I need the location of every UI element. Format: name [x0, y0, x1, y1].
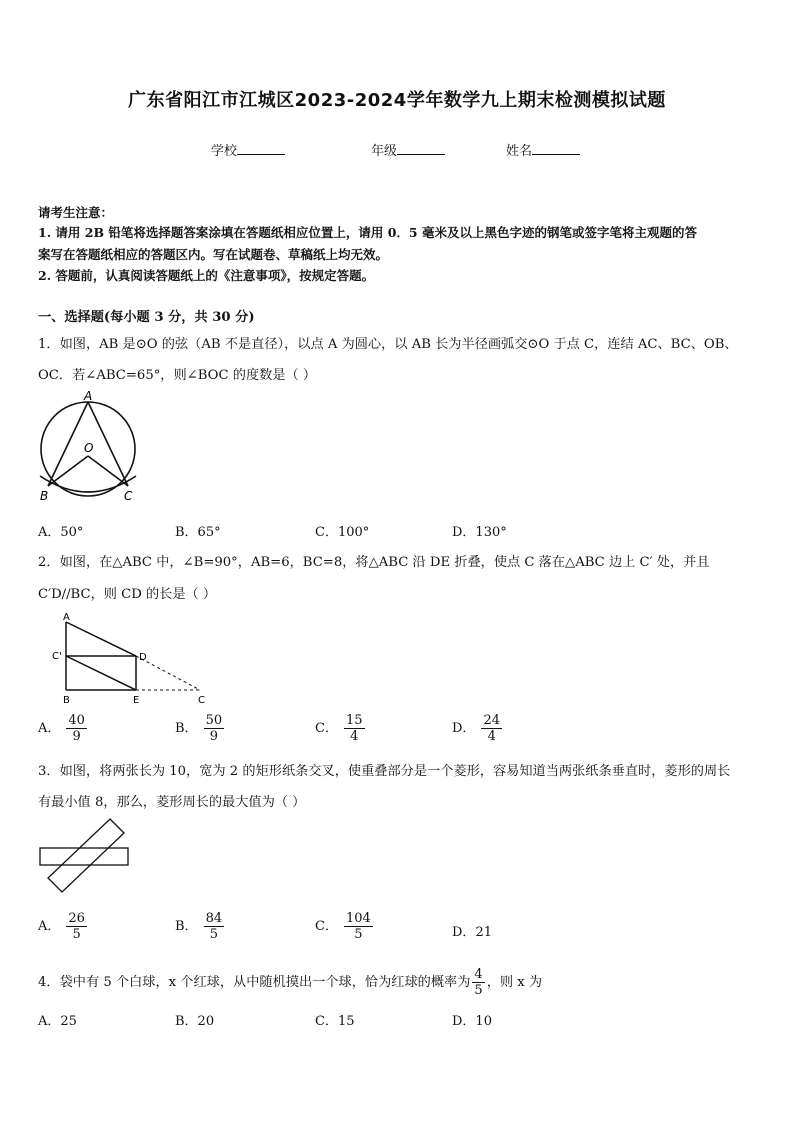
q4-option-a[interactable]: A．25: [38, 1014, 77, 1029]
numerator: 104: [345, 911, 371, 926]
numerator: 15: [345, 713, 363, 728]
notice-item2: 2. 答题前，认真阅读答题纸上的《注意事项》，按规定答题。: [38, 268, 375, 283]
segment-ac: [88, 402, 128, 486]
name-field: [506, 140, 580, 159]
horizontal-strip: [40, 848, 128, 865]
q2-option-d[interactable]: [452, 713, 502, 744]
q3-option-c-fraction: [344, 911, 373, 942]
numerator: 26: [68, 911, 85, 926]
grade-label: 年级: [371, 144, 398, 159]
q4-text-before: 4．袋中有 5 个白球，x 个红球，从中随机摸出一个球，恰为红球的概率为: [38, 975, 471, 990]
q2-option-b-label: B．: [175, 721, 198, 736]
school-field: [211, 140, 285, 159]
school-blank: [237, 142, 285, 155]
q2-option-d-label: D．: [452, 721, 476, 736]
q4-text-after: ，则 x 为: [486, 975, 543, 990]
notice-item1-line1: 1. 请用 2B 铅笔将选择题答案涂填在答题纸相应位置上，请用 0．5 毫米及以上黑色字迹的钢笔或签字笔将主观题的答: [38, 225, 697, 240]
numerator: 4: [474, 967, 483, 982]
denominator: 5: [474, 983, 483, 998]
label-c: C: [198, 695, 205, 706]
name-blank: [532, 142, 580, 155]
q4-option-b[interactable]: B．20: [175, 1014, 215, 1029]
label-b: B: [63, 695, 70, 706]
segment-ob: [48, 456, 88, 486]
label-a: A: [84, 390, 93, 403]
q2-option-b[interactable]: [175, 713, 224, 744]
q3-option-b[interactable]: [175, 911, 224, 942]
q3-option-b-label: B．: [175, 919, 198, 934]
label-d: D: [139, 652, 147, 663]
q2-option-d-fraction: [481, 713, 502, 744]
grade-blank: [397, 142, 445, 155]
q1-line2: OC．若∠ABC=65°，则∠BOC 的度数是（ ）: [38, 368, 317, 383]
numerator: 84: [205, 911, 223, 926]
q1-figure: [34, 390, 144, 508]
q2-option-c-fraction: [344, 713, 365, 744]
label-c: C: [124, 489, 133, 503]
label-a: A: [63, 612, 70, 623]
denominator: 4: [487, 729, 496, 744]
q1-option-a[interactable]: A．50°: [38, 525, 84, 540]
denominator: 5: [354, 927, 363, 942]
q3-option-d-label: D．: [452, 925, 476, 940]
grade-field: [371, 140, 445, 159]
q3-option-a[interactable]: [38, 911, 87, 942]
q2-line1: 2．如图，在△ABC 中，∠B=90°，AB=6，BC=8，将△ABC 沿 DE 折叠，使点 C 落在△ABC 边上 C′ 处，并且: [38, 555, 710, 570]
denominator: 5: [209, 927, 218, 942]
q1-option-b[interactable]: B．65°: [175, 525, 221, 540]
label-e: E: [133, 695, 140, 706]
q3-figure: [36, 815, 136, 897]
section-heading: 一、选择题(每小题 3 分，共 30 分): [38, 310, 255, 325]
q2-line2: C′D//BC，则 CD 的长是（ ）: [38, 587, 217, 602]
denominator: 4: [350, 729, 359, 744]
page-title: 广东省阳江市江城区2023-2024学年数学九上期末检测模拟试题: [128, 90, 666, 111]
q3-option-c[interactable]: [315, 911, 373, 942]
diagonal-strip: [48, 819, 124, 892]
q3-option-c-label: C．: [315, 919, 338, 934]
label-o: O: [84, 441, 94, 455]
q3-option-a-label: A．: [38, 919, 61, 934]
q4-fraction: [472, 967, 484, 998]
q2-option-a[interactable]: [38, 713, 87, 744]
denominator: 9: [72, 729, 81, 744]
name-label: 姓名: [506, 144, 533, 159]
numerator: 40: [68, 713, 85, 728]
notice-heading: 请考生注意：: [38, 205, 114, 220]
q3-line1: 3．如图，将两张长为 10，宽为 2 的矩形纸条交叉，使重叠部分是一个菱形，容易知道当两张纸条垂直时，菱形的周长: [38, 764, 731, 779]
arc-bc: [40, 476, 136, 492]
numerator: 50: [205, 713, 223, 728]
segment-oc: [88, 456, 128, 486]
q4-option-d[interactable]: D．10: [452, 1014, 492, 1029]
q3-option-a-fraction: [66, 911, 87, 942]
q3-line2: 有最小值 8，那么，菱形周长的最大值为（ ）: [38, 795, 306, 810]
segment-ad: [66, 622, 136, 656]
notice-item1-line2: 案写在答题纸相应的答题区内。写在试题卷、草稿纸上均无效。: [38, 247, 389, 262]
denominator: 9: [209, 729, 218, 744]
q2-option-a-label: A．: [38, 721, 61, 736]
denominator: 5: [72, 927, 81, 942]
q4-line: [38, 967, 542, 998]
q4-option-c[interactable]: C．15: [315, 1014, 355, 1029]
q1-option-c[interactable]: C．100°: [315, 525, 370, 540]
label-c-prime: C': [52, 651, 62, 662]
q1-option-d[interactable]: D．130°: [452, 525, 507, 540]
numerator: 24: [483, 713, 500, 728]
q2-option-a-fraction: [66, 713, 87, 744]
segment-ab: [48, 402, 88, 486]
q3-option-d[interactable]: [452, 921, 492, 940]
q2-option-c[interactable]: [315, 713, 365, 744]
q2-option-c-label: C．: [315, 721, 338, 736]
q2-figure: [48, 610, 214, 706]
school-label: 学校: [211, 144, 238, 159]
label-b: B: [40, 489, 49, 503]
q3-option-d-value: 21: [475, 925, 492, 940]
q2-option-b-fraction: [204, 713, 225, 744]
segment-cprime-e: [66, 656, 136, 690]
q3-option-b-fraction: [204, 911, 225, 942]
q1-line1: 1．如图，AB 是⊙O 的弦（AB 不是直径），以点 A 为圆心，以 AB 长为半径画弧交⊙O 于点 C，连结 AC、BC、OB、: [38, 337, 738, 352]
